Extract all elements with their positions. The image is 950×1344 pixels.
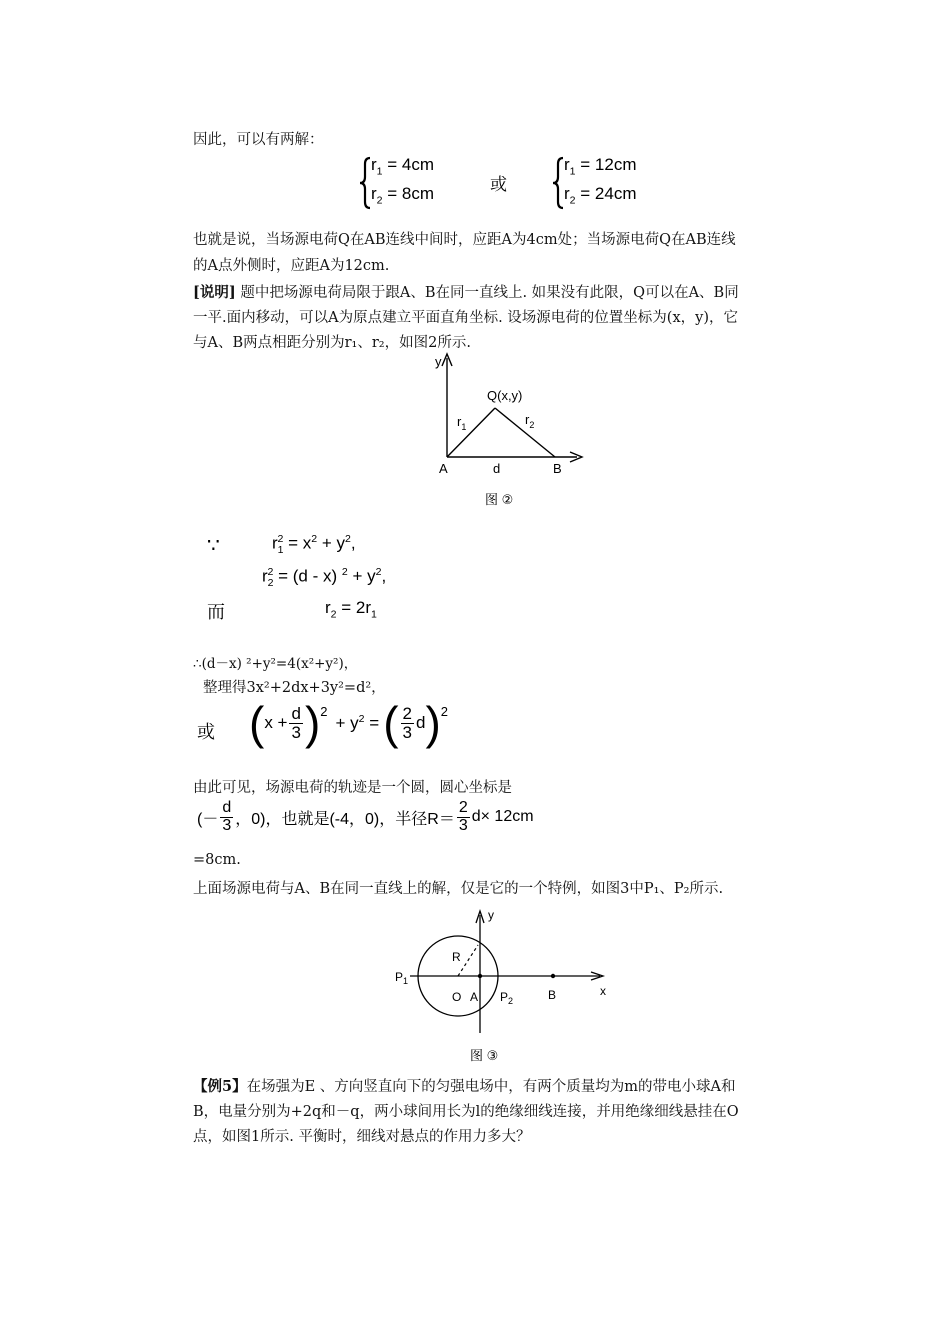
para1-line1: 也就是说，当场源电荷Q在AB连线中间时，应距A为4cm处；当场源电荷Q在AB连线 <box>193 232 736 248</box>
fig3-point-b <box>551 974 555 978</box>
fig3-caption: 图 ③ <box>470 1048 499 1063</box>
case2-r1: $r_1 = 12cm$ <box>564 155 637 178</box>
circle-equation: ( x + $\frac{d}{3}$ ) $^2$ + $y^2$ = ( $\frac{2}{3}$ d ) $^2$ <box>249 697 449 749</box>
trajectory-line: 由此可见，场源电荷的轨迹是一个圆，圆心坐标是 <box>193 780 512 796</box>
but-label: 而 <box>207 602 225 622</box>
fig3-b-label: B <box>548 988 557 1002</box>
note-line1 <box>193 281 739 302</box>
fig3-point-a <box>478 974 482 978</box>
fig2-y-label: y <box>435 354 442 369</box>
case1-r1: $r_1 = 4cm$ <box>371 155 435 178</box>
fig2-b-label: B <box>553 461 562 476</box>
fig2-r2-label: $r_2$ <box>525 412 535 430</box>
eq-r2-2r1: $r_2 = 2r_1$ <box>325 598 377 621</box>
fig2-r1-label: $r_1$ <box>457 414 467 432</box>
fig3-a-label: A <box>470 990 479 1004</box>
example-label: 【例5】 <box>193 1078 247 1095</box>
because-symbol: ∵ <box>207 535 220 557</box>
fig2-q-label: Q(x,y) <box>487 388 523 403</box>
fig3-y-label: y <box>488 908 494 922</box>
fig3-radius <box>458 945 478 976</box>
note-line3: 与A、B两点相距分别为r₁、r₂，如图2所示. <box>193 335 471 351</box>
or-label: 或 <box>197 722 215 742</box>
example-line1 <box>193 1075 736 1096</box>
fig3-r-label: R <box>452 950 461 964</box>
fig3-p1-label: $P_1$ <box>395 970 409 986</box>
center-radius-line: (－ $\frac{d}{3}$ ，0)，也就是(-4，0)，半径R＝ $\frac{2}{3}$ d× 12cm <box>197 799 534 834</box>
figure-2 <box>425 350 590 520</box>
result-line: =8cm. <box>193 852 241 868</box>
note-label: [说明] <box>193 284 236 301</box>
fig3-o-label: O <box>452 990 462 1004</box>
para1-line2: 的A点外侧时，应距A为12cm. <box>193 258 390 274</box>
fig2-a-label: A <box>439 461 448 476</box>
special-case-line: 上面场源电荷与A、B在同一直线上的解，仅是它的一个特例，如图3中P₁、P₂所示. <box>193 881 724 897</box>
note-line1-text: 题中把场源电荷局限于跟A、B在同一直线上. 如果没有此限，Q可以在A、B同 <box>240 285 739 301</box>
solution-or: 或 <box>490 175 507 194</box>
fig3-p2-label: $P_2$ <box>500 990 514 1006</box>
therefore-line: ∴(d－x) ²+y²=4(x²+y²)， <box>193 656 358 672</box>
figure-3 <box>388 903 623 1068</box>
fig2-d-label: d <box>493 461 501 476</box>
eq-r1-squared: $r_1^2 = x^2 + y^2$, <box>272 533 356 557</box>
eq-r2-squared: $r_2^2 = (d - x) ^2 + y^2$, <box>262 566 387 590</box>
fig3-x-label: x <box>600 984 606 998</box>
example-line3: 点，如图1所示. 平衡时，细线对悬点的作用力多大？ <box>193 1129 531 1145</box>
note-line2: 一平.面内移动，可以A为原点建立平面直角坐标. 设场源电荷的位置坐标为(x，y)，它 <box>193 310 738 326</box>
example-line1-text: 在场强为E 、方向竖直向下的匀强电场中，有两个质量均为m的带电小球A和 <box>246 1079 736 1095</box>
rearrange-line: 整理得3x²+2dx+3y²=d²， <box>203 680 386 696</box>
fig2-r1-line <box>447 408 495 457</box>
fig2-caption: 图 ② <box>485 492 514 507</box>
case2-r2: $r_2 = 24cm$ <box>564 184 637 207</box>
example-line2: B，电量分别为+2q和－q，两小球间用长为l的绝缘细线连接，并用绝缘细线悬挂在O <box>193 1104 739 1120</box>
intro-line: 因此，可以有两解： <box>193 132 324 148</box>
case1-r2: $r_2 = 8cm$ <box>371 184 435 207</box>
